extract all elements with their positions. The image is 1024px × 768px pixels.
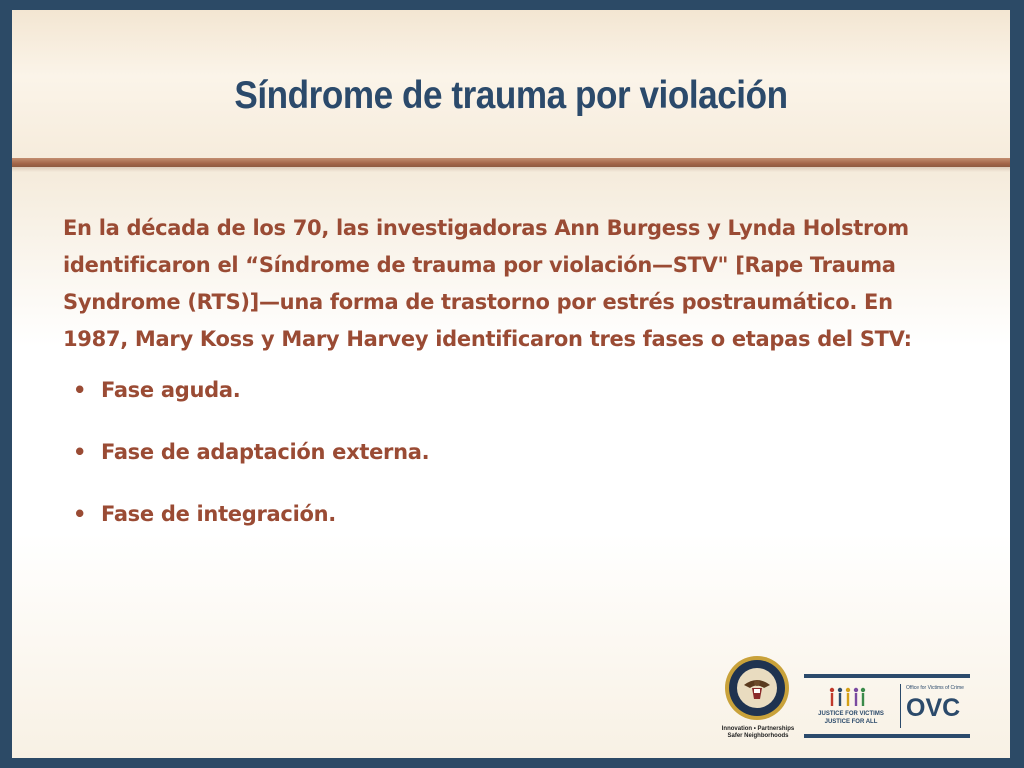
doj-tagline (718, 726, 798, 740)
title-divider (12, 158, 1010, 167)
phase-item-external-adaptation (63, 432, 963, 494)
slide-title: Síndrome de trauma por violación (234, 74, 788, 117)
phase-label: Fase de integración. (101, 502, 336, 526)
ovc-bottom-rule (804, 734, 970, 738)
phase-label: Fase aguda. (101, 378, 241, 402)
intro-paragraph: En la década de los 70, las investigadoras Ann Burgess y Lynda Holstrom identificaron el “Síndrome de trauma por violación—STV" [Rape Trauma Syndrome (RTS)]—una forma de trastorno por estrés postraumático. En 1987, Mary Koss y Mary Harvey identificaron tres fases o etapas del STV: (63, 216, 912, 351)
phase-item-acute (63, 370, 963, 432)
bullet-icon: • (73, 502, 87, 526)
phase-list (63, 370, 963, 556)
phase-label: Fase de adaptación externa. (101, 440, 430, 464)
ovc-top-rule (804, 674, 970, 678)
doj-tagline-line1: Innovation • Partnerships (721, 726, 795, 732)
slide (12, 10, 1010, 758)
phase-item-integration (63, 494, 963, 556)
slide-header (12, 10, 1010, 158)
ovc-office-label: Office for Victims of Crime (906, 685, 964, 691)
ovc-separator (900, 684, 901, 728)
ovc-slogan (808, 710, 894, 726)
doj-tagline-line2: Safer Neighborhoods (727, 733, 789, 739)
ovc-slogan-line1: JUSTICE FOR VICTIMS (818, 711, 884, 717)
bullet-icon: • (73, 440, 87, 464)
slide-content (63, 210, 963, 556)
ovc-logo (804, 674, 970, 738)
footer-logos (718, 650, 978, 750)
ovc-wordmark: OVC (906, 694, 961, 722)
doj-seal-icon (724, 655, 790, 721)
ovc-slogan-line2: JUSTICE FOR ALL (824, 719, 878, 725)
bullet-icon: • (73, 378, 87, 402)
people-figures-icon (826, 686, 866, 708)
divider-shadow (12, 167, 1010, 172)
